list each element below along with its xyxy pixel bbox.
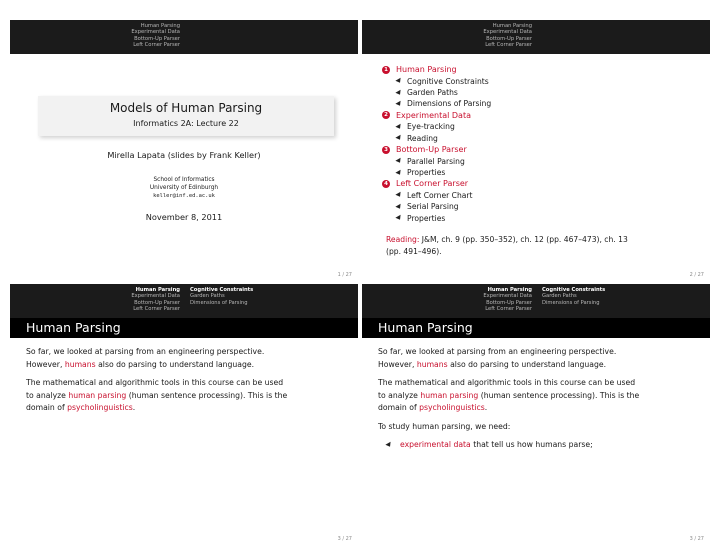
- nav-section-human-parsing[interactable]: Human Parsing: [140, 23, 180, 29]
- triangle-bullet-icon: [395, 135, 402, 141]
- nav-subsections: [184, 20, 358, 54]
- text: So far, we looked at parsing from an engineering perspective.: [378, 347, 617, 356]
- outline-item[interactable]: [382, 190, 702, 201]
- frame-title: Human Parsing: [10, 318, 358, 338]
- nav-sections: [362, 284, 536, 318]
- title-box: [38, 96, 334, 136]
- slide-body: [26, 346, 346, 421]
- page-number: 3 / 27: [337, 536, 352, 542]
- paragraph: To study human parsing, we need:: [378, 421, 511, 431]
- slide-human-parsing-1: [10, 284, 358, 546]
- nav-section-bottom-up-parser[interactable]: Bottom-Up Parser: [486, 299, 532, 306]
- paragraph: [26, 377, 346, 415]
- section-number-badge: 3: [382, 146, 390, 154]
- highlight-term: psycholinguistics: [67, 403, 133, 412]
- outline-item-label[interactable]: Left Corner Chart: [407, 190, 473, 200]
- highlight-term: humans: [64, 359, 96, 369]
- outline-item-label[interactable]: Properties: [407, 168, 446, 178]
- nav-bar: [362, 284, 710, 318]
- nav-subsection-cognitive-constraints[interactable]: Cognitive Constraints: [190, 287, 254, 293]
- outline-item[interactable]: [382, 133, 702, 144]
- triangle-bullet-icon: [395, 158, 402, 164]
- nav-subsection-dimensions[interactable]: Dimensions of Parsing: [542, 299, 600, 306]
- outline-section-label[interactable]: Left Corner Parser: [396, 179, 469, 189]
- nav-section-bottom-up-parser[interactable]: Bottom-Up Parser: [134, 299, 180, 306]
- nav-subsections: [536, 284, 710, 318]
- nav-section-left-corner-parser[interactable]: Left Corner Parser: [485, 306, 532, 313]
- nav-bar: [10, 284, 358, 318]
- outline-item[interactable]: [382, 87, 702, 98]
- nav-section-bottom-up-parser[interactable]: Bottom-Up Parser: [134, 35, 180, 42]
- nav-subsection-dimensions[interactable]: Dimensions of Parsing: [190, 299, 248, 306]
- text: The mathematical and algorithmic tools in this course can be used: [378, 378, 636, 387]
- nav-section-human-parsing[interactable]: Human Parsing: [135, 287, 180, 293]
- nav-sections: [10, 284, 184, 318]
- nav-bar: [362, 20, 710, 54]
- outline-item[interactable]: [382, 155, 702, 166]
- highlight-term: human parsing: [68, 390, 127, 400]
- outline-section-label[interactable]: Human Parsing: [396, 65, 457, 75]
- date: November 8, 2011: [145, 212, 223, 222]
- text: .: [484, 403, 488, 412]
- outline-section[interactable]: [382, 64, 702, 76]
- text: to analyze: [378, 390, 421, 400]
- presentation-subtitle: Informatics 2A: Lecture 22: [133, 119, 239, 128]
- outline-item-label[interactable]: Cognitive Constraints: [407, 76, 489, 86]
- triangle-bullet-icon: [395, 215, 402, 221]
- text: So far, we looked at parsing from an engineering perspective.: [26, 347, 265, 356]
- text: also do parsing to understand language.: [447, 359, 607, 369]
- nav-sections: [362, 20, 536, 54]
- text: However,: [26, 359, 65, 369]
- paragraph: [26, 346, 346, 371]
- bullet-item: [378, 439, 698, 452]
- text: domain of: [26, 403, 68, 412]
- highlight-term: experimental data: [400, 440, 471, 449]
- presentation-title: Models of Human Parsing: [109, 101, 263, 115]
- email: keller@inf.ed.ac.uk: [153, 193, 215, 199]
- outline-item-label[interactable]: Eye-tracking: [407, 122, 455, 132]
- triangle-bullet-icon: [395, 89, 402, 95]
- highlight-term: humans: [416, 359, 448, 369]
- slide-human-parsing-2: [362, 284, 710, 546]
- institution: [10, 176, 358, 200]
- school: School of Informatics: [153, 177, 215, 183]
- triangle-bullet-icon: [395, 169, 402, 175]
- outline: [382, 64, 702, 224]
- nav-bar: [10, 20, 358, 54]
- nav-sections: [10, 20, 184, 54]
- outline-item[interactable]: [382, 213, 702, 224]
- outline-item-label[interactable]: Properties: [407, 213, 446, 223]
- highlight-term: psycholinguistics: [419, 403, 485, 412]
- nav-section-human-parsing[interactable]: Human Parsing: [487, 287, 532, 293]
- reading-text: J&M, ch. 9 (pp. 350–352), ch. 12 (pp. 467–473), ch. 13: [419, 235, 628, 244]
- outline-item[interactable]: [382, 76, 702, 87]
- outline-item-label[interactable]: Garden Paths: [407, 88, 458, 98]
- nav-section-experimental-data[interactable]: Experimental Data: [483, 293, 532, 300]
- university: University of Edinburgh: [149, 185, 219, 191]
- outline-item-label[interactable]: Parallel Parsing: [407, 156, 465, 166]
- outline-item-label[interactable]: Serial Parsing: [407, 202, 459, 212]
- text: domain of: [378, 403, 420, 412]
- nav-section-experimental-data[interactable]: Experimental Data: [131, 29, 180, 36]
- triangle-bullet-icon: [395, 192, 402, 198]
- reading-note: [386, 234, 686, 257]
- nav-section-left-corner-parser[interactable]: Left Corner Parser: [133, 42, 180, 49]
- outline-item-label[interactable]: Reading: [407, 133, 438, 143]
- text: The mathematical and algorithmic tools in this course can be used: [26, 378, 284, 387]
- nav-section-experimental-data[interactable]: Experimental Data: [483, 29, 532, 36]
- nav-section-left-corner-parser[interactable]: Left Corner Parser: [485, 42, 532, 49]
- section-number-badge: 2: [382, 111, 390, 119]
- paragraph: [378, 377, 698, 415]
- page-number: 3 / 27: [689, 536, 704, 542]
- section-number-badge: 1: [382, 66, 390, 74]
- frame-title: Human Parsing: [362, 318, 710, 338]
- outline-section[interactable]: [382, 178, 702, 190]
- triangle-bullet-icon: [395, 124, 402, 130]
- nav-section-human-parsing[interactable]: Human Parsing: [492, 23, 532, 29]
- outline-section[interactable]: [382, 144, 702, 156]
- text: However,: [378, 359, 417, 369]
- slide-body: [378, 346, 698, 452]
- triangle-bullet-icon: [385, 442, 392, 448]
- triangle-bullet-icon: [395, 78, 402, 84]
- nav-section-experimental-data[interactable]: Experimental Data: [131, 293, 180, 300]
- outline-section[interactable]: [382, 110, 702, 122]
- triangle-bullet-icon: [395, 204, 402, 210]
- outline-item[interactable]: [382, 121, 702, 132]
- nav-subsection-garden-paths[interactable]: Garden Paths: [190, 293, 225, 300]
- nav-subsections: [184, 284, 358, 318]
- text: (human sentence processing). This is the: [478, 390, 640, 400]
- outline-item[interactable]: [382, 201, 702, 212]
- reading-text-continued: (pp. 491–496).: [386, 246, 442, 256]
- text: (human sentence processing). This is the: [126, 390, 288, 400]
- nav-section-left-corner-parser[interactable]: Left Corner Parser: [133, 306, 180, 313]
- author: Mirella Lapata (slides by Frank Keller): [107, 150, 261, 160]
- text: .: [132, 403, 136, 412]
- slide-outline: [362, 20, 710, 282]
- outline-item[interactable]: [382, 167, 702, 178]
- text: to analyze: [26, 390, 69, 400]
- nav-subsection-garden-paths[interactable]: Garden Paths: [542, 293, 577, 300]
- nav-subsection-cognitive-constraints[interactable]: Cognitive Constraints: [542, 287, 606, 293]
- page-number: 1 / 27: [337, 272, 352, 278]
- reading-label: Reading:: [386, 235, 420, 244]
- slide-title: [10, 20, 358, 282]
- paragraph: [378, 346, 698, 371]
- outline-item-label[interactable]: Dimensions of Parsing: [407, 99, 492, 109]
- nav-subsections: [536, 20, 710, 54]
- page-number: 2 / 27: [689, 272, 704, 278]
- triangle-bullet-icon: [395, 101, 402, 107]
- outline-section-label[interactable]: Bottom-Up Parser: [396, 145, 467, 155]
- highlight-term: human parsing: [420, 390, 479, 400]
- outline-item[interactable]: [382, 98, 702, 109]
- text: also do parsing to understand language.: [95, 359, 255, 369]
- outline-section-label[interactable]: Experimental Data: [396, 110, 471, 120]
- section-number-badge: 4: [382, 180, 390, 188]
- nav-section-bottom-up-parser[interactable]: Bottom-Up Parser: [486, 35, 532, 42]
- text: that tell us how humans parse;: [470, 440, 593, 449]
